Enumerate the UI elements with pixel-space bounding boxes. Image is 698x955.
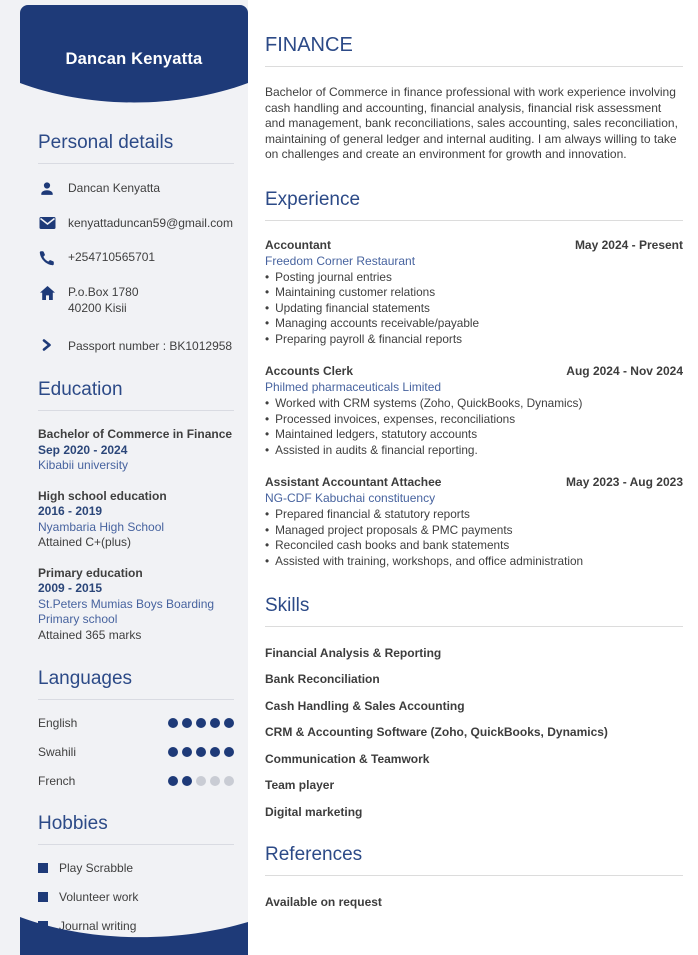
job-bullet: • Managed project proposals & PMC payments <box>265 523 683 539</box>
square-bullet-icon <box>38 863 48 873</box>
education-note: Attained 365 marks <box>38 627 142 642</box>
hobby-label: Journal writing <box>59 919 137 933</box>
job-title: Accountant <box>265 237 331 252</box>
candidate-name: Dancan Kenyatta <box>65 50 203 68</box>
personal-detail-row <box>38 284 234 316</box>
language-level-dots <box>168 776 234 786</box>
education-item <box>38 427 234 474</box>
envelope-icon <box>38 215 56 230</box>
profile-summary: Bachelor of Commerce in finance professional with work experience involving cash handling and accounting, financial analysis, financial risk assessment and management, bank reconciliations, sales accounting, sales reconciliation, maintaining of general ledger and internal auditing. I am always willing to take on challenges and create an environment for growth and innovation. <box>265 85 678 162</box>
personal-passport: Passport number : BK1012958 <box>68 339 233 353</box>
footer-curve-shape <box>20 913 248 955</box>
job-title: Assistant Accountant Attachee <box>265 475 442 490</box>
personal-name: Dancan Kenyatta <box>68 181 161 195</box>
education-degree: Primary education <box>38 565 143 580</box>
job-bullet: • Posting journal entries <box>265 270 683 286</box>
phone-icon <box>38 249 56 266</box>
education-dates: 2016 - 2019 <box>38 504 103 518</box>
education-degree: Bachelor of Commerce in Finance <box>38 427 233 441</box>
personal-details-title: Personal details <box>38 132 234 164</box>
education-school-link[interactable]: Kibabii university <box>38 458 129 472</box>
job-title: Accounts Clerk <box>265 364 354 379</box>
skills-title: Skills <box>265 595 683 627</box>
person-icon <box>38 180 56 197</box>
personal-detail-row <box>38 249 234 266</box>
skill-item: CRM & Accounting Software (Zoho, QuickBooks, Dynamics) <box>265 725 608 740</box>
education-item <box>38 566 234 644</box>
languages-section <box>0 668 248 788</box>
sidebar <box>0 0 248 955</box>
personal-detail-row <box>38 338 234 354</box>
square-bullet-icon <box>38 892 48 902</box>
language-level-dots <box>168 718 234 728</box>
job-company-link[interactable]: NG-CDF Kabuchai constituency <box>265 491 436 506</box>
education-school-link[interactable]: St.Peters Mumias Boys Boarding Primary school <box>38 596 215 626</box>
experience-job <box>265 238 683 348</box>
personal-address: P.o.Box 1780 40200 Kisii <box>68 285 139 315</box>
experience-job <box>265 475 683 569</box>
language-row <box>38 745 234 759</box>
education-dates: Sep 2020 - 2024 <box>38 442 128 457</box>
banner-curve-shape <box>20 83 248 107</box>
job-dates: May 2024 - Present <box>574 237 683 252</box>
job-dates: Aug 2024 - Nov 2024 <box>566 364 683 379</box>
language-row <box>38 774 234 788</box>
language-name: Swahili <box>38 745 77 759</box>
job-bullet: • Managing accounts receivable/payable <box>265 316 683 332</box>
skills-list <box>265 627 683 818</box>
job-bullet: • Prepared financial & statutory reports <box>265 507 683 523</box>
personal-phone: +254710565701 <box>68 250 156 264</box>
references-title: References <box>265 844 683 876</box>
hobby-item <box>38 890 234 904</box>
home-icon <box>38 284 56 301</box>
personal-email[interactable]: kenyattaduncan59@gmail.com <box>68 216 233 230</box>
job-company-link[interactable]: Philmed pharmaceuticals Limited <box>265 380 442 395</box>
skill-item: Cash Handling & Sales Accounting <box>265 698 465 713</box>
hobby-label: Play Scrabble <box>59 861 134 875</box>
experience-job <box>265 364 683 458</box>
education-dates: 2009 - 2015 <box>38 581 103 595</box>
job-bullet: • Assisted with training, workshops, and office administration <box>265 554 683 570</box>
personal-detail-row <box>38 215 234 231</box>
job-bullet: • Preparing payroll & financial reports <box>265 332 683 348</box>
references-body: Available on request <box>265 894 382 909</box>
education-section <box>0 379 248 643</box>
job-bullet: • Updating financial statements <box>265 301 683 317</box>
education-note: Attained C+(plus) <box>38 535 132 549</box>
job-bullet: • Processed invoices, expenses, reconciliations <box>265 412 683 428</box>
hobbies-title: Hobbies <box>38 813 234 845</box>
personal-detail-row <box>38 180 234 197</box>
education-title: Education <box>38 379 234 411</box>
hobby-label: Volunteer work <box>59 890 139 904</box>
name-banner <box>20 5 248 107</box>
education-item <box>38 489 234 551</box>
language-name: English <box>38 716 78 730</box>
education-school-link[interactable]: Nyambaria High School <box>38 519 165 534</box>
profile-title: FINANCE <box>265 34 683 67</box>
job-bullet: • Maintained ledgers, statutory accounts <box>265 427 683 443</box>
language-level-dots <box>168 747 234 757</box>
job-dates: May 2023 - Aug 2023 <box>566 475 683 490</box>
experience-title: Experience <box>265 189 683 221</box>
job-bullet: • Assisted in audits & financial reporting. <box>265 443 683 459</box>
personal-details-section <box>0 132 248 354</box>
chevron-right-icon <box>38 338 56 351</box>
main-content <box>248 0 698 955</box>
skill-item: Digital marketing <box>265 804 363 819</box>
languages-title: Languages <box>38 668 234 700</box>
job-company-link[interactable]: Freedom Corner Restaurant <box>265 253 416 268</box>
language-row <box>38 716 234 730</box>
skill-item: Communication & Teamwork <box>265 751 430 766</box>
education-degree: High school education <box>38 488 167 503</box>
job-bullet: • Reconciled cash books and bank statements <box>265 538 683 554</box>
language-name: French <box>38 774 76 788</box>
job-bullet: • Worked with CRM systems (Zoho, QuickBooks, Dynamics) <box>265 396 683 412</box>
skill-item: Bank Reconciliation <box>265 672 380 687</box>
skill-item: Financial Analysis & Reporting <box>265 645 442 660</box>
hobby-item <box>38 861 234 875</box>
skill-item: Team player <box>265 778 335 793</box>
job-bullet: • Maintaining customer relations <box>265 285 683 301</box>
